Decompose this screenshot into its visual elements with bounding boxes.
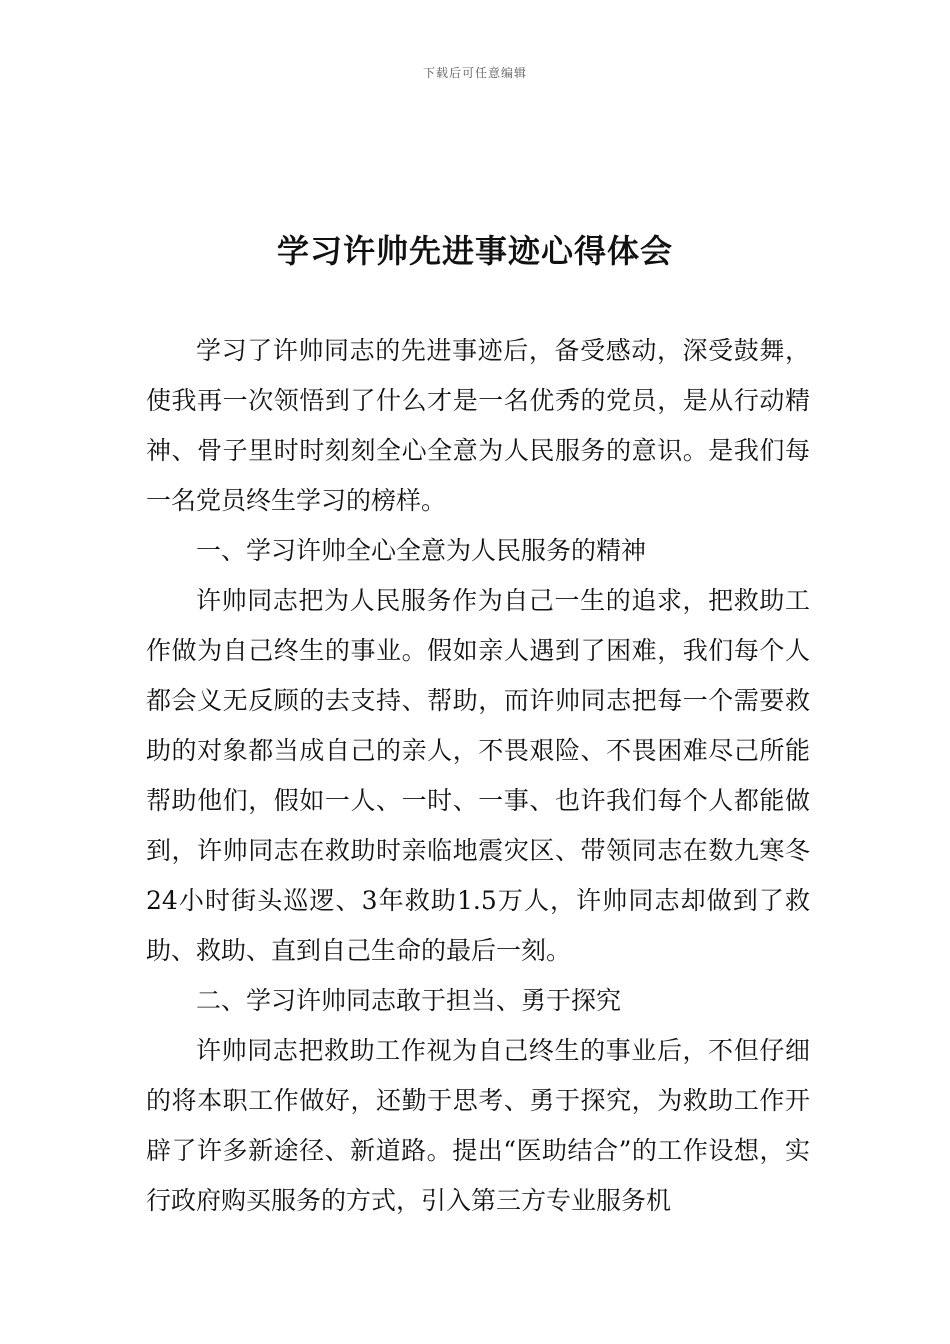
paragraph-section-1: 许帅同志把为人民服务作为自己一生的追求，把救助工作做为自己终生的事业。假如亲人遇到了困难，我们每个人都会义无反顾的去支持、帮助，而许帅同志把每一个需要救助的对象都当成自己的亲人，不畏艰险、不畏困难尽己所能帮助他们，假如一人、一时、一事、也许我们每个人都能做到，许帅同志在救助时亲临地震灾区、带领同志在数九寒冬24小时街头巡逻、3年救助1.5万人，许帅同志却做到了救助、救助、直到自己生命的最后一刻。 bbox=[146, 586, 810, 965]
section-heading-2: 二、学习许帅同志敢于担当、勇于探究 bbox=[196, 986, 622, 1015]
section-heading-1: 一、学习许帅全心全意为人民服务的精神 bbox=[196, 536, 647, 565]
header-note: 下载后可任意编辑 bbox=[422, 66, 527, 80]
paragraph-section-2: 许帅同志把救助工作视为自己终生的事业后，不但仔细的将本职工作做好，还勤于思考、勇于探究，为救助工作开辟了许多新途径、新道路。提出“医助结合”的工作设想，实行政府购买服务的方式，引入第三方专业服务机 bbox=[146, 1036, 810, 1215]
document-body bbox=[146, 326, 810, 1226]
paragraph-intro: 学习了许帅同志的先进事迹后，备受感动，深受鼓舞，使我再一次领悟到了什么才是一名优秀的党员，是从行动精神、骨子里时时刻刻全心全意为人民服务的意识。是我们每一名党员终生学习的榜样。 bbox=[146, 336, 810, 515]
document-title: 学习许帅先进事迹心得体会 bbox=[276, 232, 673, 270]
